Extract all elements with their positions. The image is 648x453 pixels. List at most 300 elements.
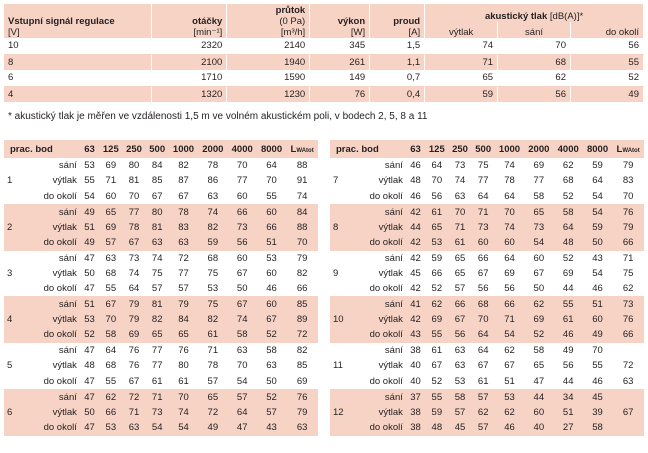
point-id [330,389,360,405]
point-value: 78 [198,158,227,173]
point-value: 82 [198,312,227,327]
point-value: 64 [99,343,122,359]
point-row [330,281,644,297]
point-value: 41 [406,297,425,313]
point-value: 79 [169,297,198,313]
point-value: 59 [425,405,448,420]
point-measure-label: do okolí [360,235,406,251]
point-value: 58 [228,327,257,343]
point-value: 68 [99,358,122,373]
point-value: 61 [425,204,448,220]
point-value: 70 [99,312,122,327]
point-id: 8 [330,220,360,235]
point-value: 65 [524,204,553,220]
point-value: 61 [448,235,471,251]
point-value: 60 [257,297,286,313]
point-row [330,389,644,405]
point-value: 68 [99,266,122,281]
point-id [330,420,360,436]
point-value: 42 [406,235,425,251]
point-value: 79 [612,220,644,235]
point-value: 73 [122,250,145,266]
point-value: 78 [495,173,524,188]
point-id: 2 [4,220,34,235]
point-value: 69 [425,312,448,327]
point-value: 67 [425,358,448,373]
point-value: 62 [612,281,644,297]
point-id [330,250,360,266]
point-value: 56 [448,327,471,343]
point-measure-label: výtlak [34,220,80,235]
point-measure-label: sání [360,343,406,359]
point-row [4,220,318,235]
point-value: 55 [80,173,99,188]
point-measure-label: sání [360,158,406,173]
point-measure-label: sání [360,389,406,405]
point-value: 51 [80,297,99,313]
point-id [330,343,360,359]
point-id: 10 [330,312,360,327]
point-row [4,266,318,281]
point-value [612,420,644,436]
point-value: 61 [472,374,495,390]
point-value: 58 [524,189,553,205]
point-value: 67 [122,374,145,390]
point-value: 76 [122,358,145,373]
performance-cell-power: 149 [310,70,370,86]
point-value: 39 [583,405,612,420]
point-value: 60 [524,250,553,266]
point-value: 56 [554,358,583,373]
point-value: 45 [583,389,612,405]
point-value: 71 [99,173,122,188]
point-value: 68 [198,250,227,266]
point-measure-label: výtlak [360,173,406,188]
point-value: 47 [80,374,99,390]
point-value: 44 [554,374,583,390]
point-value: 87 [169,173,198,188]
points-header-lw [612,140,644,158]
point-value: 49 [80,204,99,220]
point-value: 73 [524,220,553,235]
point-value: 53 [198,281,227,297]
performance-cell-in: 62 [498,70,571,86]
point-value: 63 [99,250,122,266]
point-value: 64 [472,343,495,359]
performance-cell-speed: 1320 [152,86,227,102]
points-header-freq: 125 [99,140,122,158]
point-value: 66 [612,235,644,251]
point-value: 55 [425,327,448,343]
point-value: 66 [425,266,448,281]
performance-cell-in: 70 [498,38,571,54]
point-value: 53 [99,420,122,436]
point-measure-label: sání [360,204,406,220]
point-row [330,220,644,235]
point-value: 62 [425,297,448,313]
point-value: 56 [495,281,524,297]
point-value: 74 [169,405,198,420]
point-row [330,266,644,281]
point-value: 47 [80,420,99,436]
point-id [330,297,360,313]
point-value: 62 [495,343,524,359]
point-value: 65 [198,389,227,405]
point-value: 68 [472,297,495,313]
points-header-freq: 250 [448,140,471,158]
point-measure-label: do okolí [360,189,406,205]
point-value: 65 [425,220,448,235]
point-id [330,204,360,220]
points-header-freq: 1000 [169,140,198,158]
point-value: 50 [80,405,99,420]
point-value: 80 [169,358,198,373]
point-value: 64 [472,327,495,343]
header-power: výkon [W] [310,4,370,38]
point-value: 67 [472,266,495,281]
point-value: 78 [169,204,198,220]
point-value: 70 [169,389,198,405]
point-value: 66 [257,220,286,235]
point-measure-label: do okolí [34,189,80,205]
points-header-label: prac. bod [4,140,80,158]
lw-subscript: WAtot [622,147,640,154]
point-row [4,158,318,173]
point-value: 55 [257,189,286,205]
point-measure-label: do okolí [360,420,406,436]
point-value: 71 [448,220,471,235]
point-value: 62 [495,405,524,420]
point-id [4,235,34,251]
point-id [4,189,34,205]
point-value [612,343,644,359]
point-value: 60 [495,235,524,251]
point-value: 61 [146,374,169,390]
point-value: 84 [169,312,198,327]
point-value: 66 [472,250,495,266]
point-value: 59 [198,235,227,251]
point-value: 60 [99,189,122,205]
point-row [4,173,318,188]
header-noise-env: do okolí [570,22,643,38]
point-value: 73 [612,297,644,313]
point-value: 40 [406,374,425,390]
point-value: 76 [612,204,644,220]
point-measure-label: sání [34,297,80,313]
point-value: 37 [406,389,425,405]
point-value: 43 [583,250,612,266]
point-value: 63 [169,235,198,251]
point-value: 71 [612,250,644,266]
point-value: 57 [169,281,198,297]
point-value: 77 [146,358,169,373]
point-id [4,250,34,266]
point-value: 62 [99,389,122,405]
performance-cell-flow: 1940 [227,54,310,70]
point-value: 63 [198,189,227,205]
point-value: 53 [257,250,286,266]
point-measure-label: do okolí [34,374,80,390]
point-value: 60 [228,250,257,266]
point-value: 46 [583,281,612,297]
point-value: 65 [448,266,471,281]
point-value: 65 [448,250,471,266]
point-measure-label: sání [360,297,406,313]
point-value: 45 [448,420,471,436]
point-value: 69 [286,374,318,390]
point-measure-label: výtlak [34,173,80,188]
lw-symbol: L [616,143,623,155]
point-measure-label: výtlak [34,405,80,420]
point-value: 74 [146,250,169,266]
point-row [330,420,644,436]
point-value: 48 [406,173,425,188]
point-value: 40 [406,358,425,373]
point-value: 54 [228,374,257,390]
point-id [4,327,34,343]
point-value: 77 [472,173,495,188]
point-id [330,235,360,251]
point-value: 51 [554,405,583,420]
point-value: 74 [122,266,145,281]
point-value: 73 [448,158,471,173]
point-value: 54 [583,189,612,205]
point-value: 70 [583,343,612,359]
point-id: 3 [4,266,34,281]
point-value: 74 [228,312,257,327]
point-value: 75 [146,266,169,281]
point-value: 61 [554,312,583,327]
point-row [4,405,318,420]
point-value: 63 [228,343,257,359]
point-value: 59 [583,158,612,173]
point-row [330,173,644,188]
point-id [4,389,34,405]
point-value: 83 [612,173,644,188]
point-value: 46 [257,281,286,297]
point-value: 79 [286,405,318,420]
point-value: 70 [257,173,286,188]
point-value: 50 [80,266,99,281]
point-value: 72 [198,405,227,420]
point-value: 65 [99,204,122,220]
points-header-label: prac. bod [330,140,406,158]
point-value: 82 [146,312,169,327]
point-value: 58 [554,204,583,220]
point-id [4,420,34,436]
point-id [330,327,360,343]
point-row [330,374,644,390]
points-header-freq: 2000 [198,140,227,158]
performance-cell-current: 1,5 [370,38,425,54]
point-row [4,389,318,405]
point-value: 69 [495,266,524,281]
point-value: 59 [583,220,612,235]
point-value: 88 [286,158,318,173]
point-value: 50 [228,281,257,297]
point-value: 50 [524,281,553,297]
point-value: 54 [495,327,524,343]
point-id [330,374,360,390]
point-value: 47 [524,374,553,390]
point-value: 52 [257,327,286,343]
performance-cell-env: 55 [570,54,643,70]
point-value: 49 [554,343,583,359]
point-measure-label: výtlak [360,266,406,281]
point-value: 69 [524,158,553,173]
point-row [4,374,318,390]
points-header-freq: 1000 [495,140,524,158]
point-value: 59 [425,250,448,266]
point-id: 6 [4,405,34,420]
point-value: 62 [554,158,583,173]
point-value: 61 [169,374,198,390]
point-row [330,312,644,327]
point-value: 71 [495,312,524,327]
point-value: 56 [472,281,495,297]
point-value: 58 [583,420,612,436]
point-value: 85 [286,358,318,373]
performance-cell-speed: 2100 [152,54,227,70]
point-measure-label: do okolí [360,374,406,390]
point-value: 76 [169,343,198,359]
performance-cell-signal: 4 [4,86,152,102]
performance-cell-out: 65 [425,70,498,86]
point-value: 64 [554,220,583,235]
point-id: 1 [4,173,34,188]
point-value: 69 [99,220,122,235]
point-row [330,235,644,251]
point-value: 49 [583,327,612,343]
point-value: 55 [99,281,122,297]
point-value: 67 [99,297,122,313]
point-row [330,343,644,359]
point-value: 48 [425,420,448,436]
point-id: 7 [330,173,360,188]
point-value: 53 [448,374,471,390]
point-value: 73 [228,220,257,235]
points-header-freq: 63 [80,140,99,158]
point-value: 71 [146,389,169,405]
point-row [4,343,318,359]
point-value: 53 [425,235,448,251]
point-row [4,312,318,327]
point-row [4,297,318,313]
point-value: 77 [228,173,257,188]
point-value: 73 [472,220,495,235]
point-value: 58 [257,343,286,359]
header-noise: akustický tlak [dB(A)]* [425,4,644,22]
point-value: 85 [146,173,169,188]
performance-cell-out: 74 [425,38,498,54]
header-flow: průtok (0 Pa) [m³/h] [227,4,310,38]
point-value: 76 [612,312,644,327]
point-value: 70 [495,204,524,220]
point-value: 64 [495,250,524,266]
point-value: 51 [583,297,612,313]
point-value: 60 [583,312,612,327]
point-value: 67 [495,358,524,373]
point-value: 77 [146,343,169,359]
point-value: 66 [99,405,122,420]
point-value: 75 [198,266,227,281]
point-value: 53 [495,389,524,405]
points-header-freq: 8000 [583,140,612,158]
point-value: 55 [425,389,448,405]
point-value: 69 [554,266,583,281]
points-header-freq: 2000 [524,140,553,158]
point-value: 57 [448,405,471,420]
point-value: 46 [406,158,425,173]
point-value: 54 [146,420,169,436]
point-value: 47 [228,420,257,436]
point-value: 63 [122,420,145,436]
point-value: 47 [80,343,99,359]
point-value: 60 [257,204,286,220]
point-value: 76 [122,343,145,359]
performance-row [4,70,644,86]
point-value: 66 [286,281,318,297]
point-value: 72 [612,358,644,373]
point-measure-label: do okolí [34,281,80,297]
performance-cell-out: 71 [425,54,498,70]
point-id: 11 [330,358,360,373]
point-value: 82 [198,220,227,235]
point-value: 69 [99,158,122,173]
point-value: 58 [448,389,471,405]
point-measure-label: výtlak [360,312,406,327]
footnote: * akustický tlak je měřen ve vzdálenosti 1,5 m ve volném akustickém poli, v bodech 2, 5, 8 a 11 [8,111,428,122]
point-measure-label: do okolí [34,327,80,343]
point-value: 64 [495,189,524,205]
point-value: 78 [198,358,227,373]
lw-subscript: WAtot [296,147,314,154]
point-value: 44 [406,220,425,235]
performance-cell-flow: 1590 [227,70,310,86]
point-value: 63 [257,358,286,373]
point-value: 67 [448,312,471,327]
point-value: 64 [472,189,495,205]
header-noise-out: výtlak [425,22,498,38]
point-value: 38 [406,343,425,359]
point-value: 70 [228,358,257,373]
performance-cell-power: 345 [310,38,370,54]
point-value: 57 [472,420,495,436]
point-id [4,281,34,297]
performance-cell-out: 59 [425,86,498,102]
point-value: 50 [257,374,286,390]
point-value: 51 [257,235,286,251]
point-measure-label: sání [34,250,80,266]
point-value: 85 [286,297,318,313]
point-row [4,189,318,205]
point-value: 67 [122,235,145,251]
point-value: 89 [286,312,318,327]
point-value: 67 [472,358,495,373]
performance-cell-current: 0,7 [370,70,425,86]
point-value: 83 [169,220,198,235]
point-value: 74 [495,220,524,235]
point-value: 70 [448,204,471,220]
point-value: 60 [228,189,257,205]
point-value: 46 [495,420,524,436]
point-value: 65 [524,358,553,373]
point-value: 75 [612,266,644,281]
point-value: 67 [169,189,198,205]
point-value: 67 [228,297,257,313]
point-row [330,204,644,220]
point-value: 34 [554,389,583,405]
